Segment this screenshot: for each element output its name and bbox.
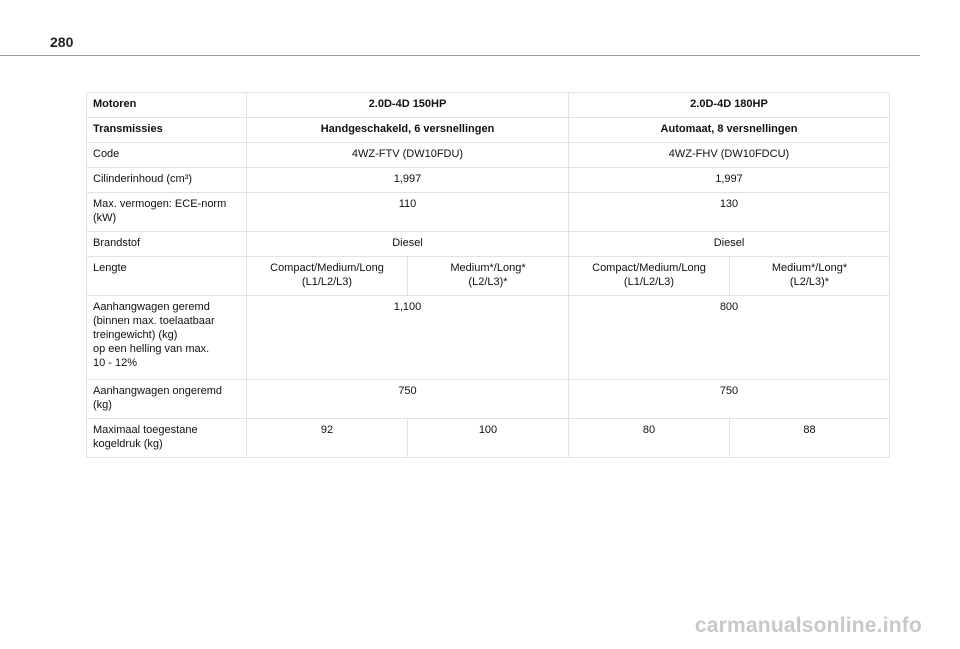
value-line: (L2/L3)* <box>789 276 830 288</box>
cell-value: 1,100 <box>247 296 569 380</box>
cell-value <box>408 257 569 296</box>
cell-value: 750 <box>569 380 890 419</box>
table-row-displacement <box>87 168 890 193</box>
cell-value: Diesel <box>569 232 890 257</box>
cell-value <box>730 257 890 296</box>
row-label: Lengte <box>87 257 247 296</box>
table-row-length <box>87 257 890 296</box>
cell-value: 130 <box>569 193 890 232</box>
cell-value: 80 <box>569 419 730 458</box>
cell-value: 1,997 <box>247 168 569 193</box>
cell-value: Handgeschakeld, 6 versnellingen <box>247 118 569 143</box>
table-row-transmission <box>87 118 890 143</box>
label-line: Aanhangwagen ongeremd <box>93 385 223 397</box>
page-number: 280 <box>50 34 74 50</box>
cell-value <box>569 257 730 296</box>
cell-value: Diesel <box>247 232 569 257</box>
cell-value: Automaat, 8 versnellingen <box>569 118 890 143</box>
row-label <box>87 193 247 232</box>
row-label: Brandstof <box>87 232 247 257</box>
cell-value: 88 <box>730 419 890 458</box>
value-line: (L1/L2/L3) <box>301 276 353 288</box>
cell-value <box>247 257 408 296</box>
label-line: (kg) <box>93 399 112 411</box>
cell-value: 4WZ-FTV (DW10FDU) <box>247 143 569 168</box>
cell-value: 100 <box>408 419 569 458</box>
table-row-unbraked-trailer <box>87 380 890 419</box>
cell-value: 92 <box>247 419 408 458</box>
cell-value: 1,997 <box>569 168 890 193</box>
table-row-braked-trailer <box>87 296 890 380</box>
value-line: (L1/L2/L3) <box>623 276 675 288</box>
value-line: Compact/Medium/Long <box>592 262 706 274</box>
engine-spec-table <box>86 92 890 458</box>
cell-value: 800 <box>569 296 890 380</box>
row-label <box>87 419 247 458</box>
row-label <box>87 296 247 380</box>
row-label <box>87 380 247 419</box>
row-label: Transmissies <box>87 118 247 143</box>
label-line: (kW) <box>93 212 117 224</box>
header-rule <box>0 55 920 56</box>
row-label: Motoren <box>87 93 247 118</box>
table-row-engines <box>87 93 890 118</box>
table-row-nose-weight <box>87 419 890 458</box>
cell-value: 110 <box>247 193 569 232</box>
cell-value: 4WZ-FHV (DW10FDCU) <box>569 143 890 168</box>
column-header-180hp: 2.0D-4D 180HP <box>569 93 890 118</box>
table-row-power <box>87 193 890 232</box>
watermark: carmanualsonline.info <box>694 614 922 637</box>
label-line: Aanhangwagen geremd <box>93 301 210 313</box>
value-line: Medium*/Long* <box>450 262 526 274</box>
value-line: Compact/Medium/Long <box>270 262 384 274</box>
label-line: treingewicht) (kg) <box>93 329 178 341</box>
value-line: (L2/L3)* <box>468 276 508 288</box>
row-label: Cilinderinhoud (cm³) <box>87 168 247 193</box>
table-row-code <box>87 143 890 168</box>
label-line: kogeldruk (kg) <box>93 438 163 450</box>
label-line: op een helling van max. <box>93 343 210 355</box>
label-line: (binnen max. toelaatbaar <box>93 315 215 327</box>
row-label: Code <box>87 143 247 168</box>
label-line: Maximaal toegestane <box>93 424 198 436</box>
cell-value: 750 <box>247 380 569 419</box>
column-header-150hp: 2.0D-4D 150HP <box>247 93 569 118</box>
table-row-fuel <box>87 232 890 257</box>
label-line: Max. vermogen: ECE-norm <box>93 198 227 210</box>
label-line: 10 - 12% <box>93 357 138 369</box>
value-line: Medium*/Long* <box>771 262 848 274</box>
